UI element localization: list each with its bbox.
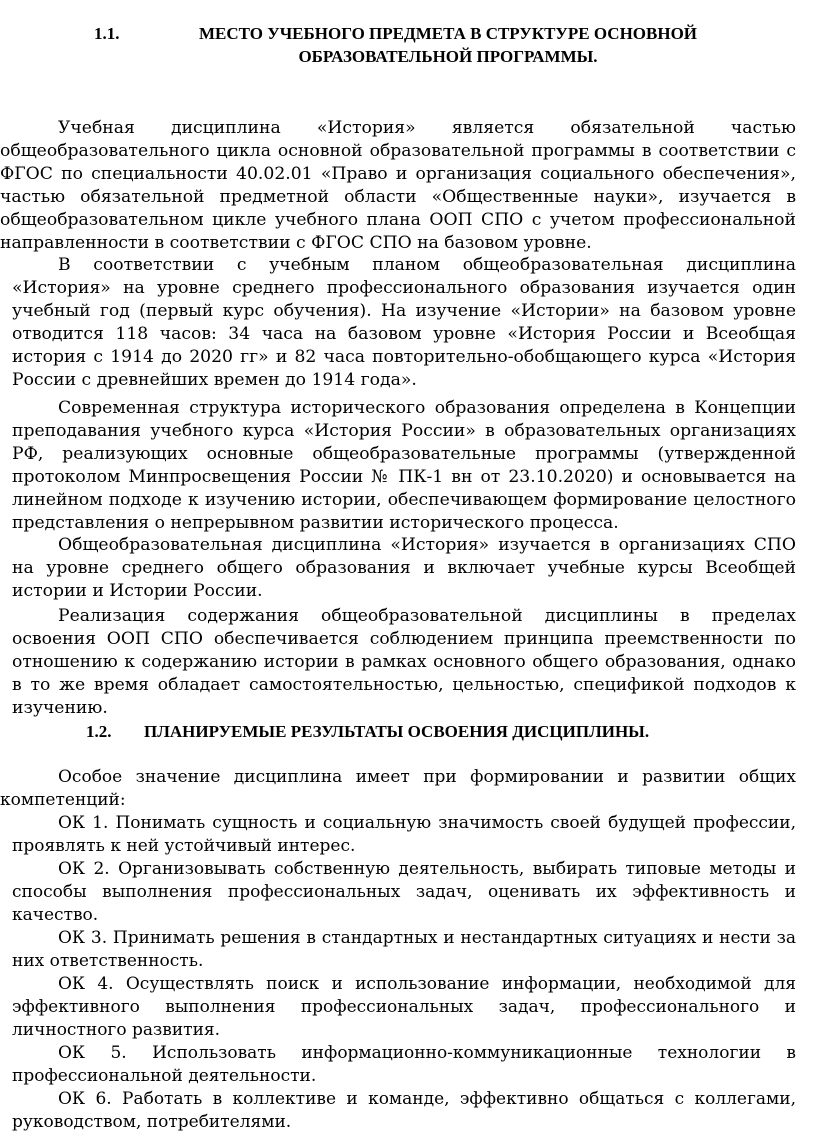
- competency-ok3: ОК 3. Принимать решения в стандартных и нестандартных ситуациях и нести за них ответственность.: [12, 928, 796, 971]
- competency-ok4: ОК 4. Осуществлять поиск и использование информации, необходимой для эффективного выполнения профессиональных задач, профессионального и личностного развития.: [12, 974, 796, 1040]
- competencies-intro: Особое значение дисциплина имеет при формировании и развитии общих компетенций:: [0, 767, 796, 810]
- section-1-title: МЕСТО УЧЕБНОГО ПРЕДМЕТА В СТРУКТУРЕ ОСНОВНОЙ ОБРАЗОВАТЕЛЬНОЙ ПРОГРАММЫ.: [198, 24, 698, 66]
- section-1-number: 1.1.: [94, 24, 120, 43]
- paragraph-3: Современная структура исторического образования определена в Концепции преподавания учебного курса «История России» в образовательных организациях РФ, реализующих основные общеобразовательные программы (утвержденной протоколом Минпросвещения России № ПК-1 вн от 23.10.2020) и основывается на линейном подходе к изучению истории, обеспечивающем формирование целостного представления о непрерывном развитии исторического процесса.: [12, 398, 796, 533]
- competency-ok5: ОК 5. Использовать информационно-коммуникационные технологии в профессиональной деятельности.: [12, 1043, 796, 1086]
- competency-ok1: ОК 1. Понимать сущность и социальную значимость своей будущей профессии, проявлять к ней устойчивый интерес.: [12, 813, 796, 856]
- section-2-number: 1.2.: [86, 722, 112, 741]
- paragraph-2: В соответствии с учебным планом общеобразовательная дисциплина «История» на уровне среднего профессионального образования изучается один учебный год (первый курс обучения). На изучение «Истории» на базовом уровне отводится 118 часов: 34 часа на базовом уровне «История России и Всеобщая история с 1914 до 2020 гг» и 82 часа повторительно-обобщающего курса «История России с древнейших времен до 1914 года».: [12, 255, 796, 390]
- paragraph-4: Общеобразовательная дисциплина «История» изучается в организациях СПО на уровне среднего общего образования и включает учебные курсы Всеобщей истории и Истории России.: [12, 535, 796, 601]
- paragraph-5: Реализация содержания общеобразовательной дисциплины в пределах освоения ООП СПО обеспечивается соблюдением принципа преемственности по отношению к содержанию истории в рамках основного общего образования, однако в то же время обладает самостоятельностью, цельностью, спецификой подходов к изучению.: [12, 606, 796, 718]
- competency-ok2: ОК 2. Организовывать собственную деятельность, выбирать типовые методы и способы выполнения профессиональных задач, оценивать их эффективность и качество.: [12, 859, 796, 925]
- section-2-title: ПЛАНИРУЕМЫЕ РЕЗУЛЬТАТЫ ОСВОЕНИЯ ДИСЦИПЛИНЫ.: [144, 722, 650, 741]
- competency-ok6: ОК 6. Работать в коллективе и команде, эффективно общаться с коллегами, руководством, потребителями.: [12, 1089, 796, 1132]
- paragraph-1: Учебная дисциплина «История» является обязательной частью общеобразовательного цикла основной образовательной программы в соответствии с ФГОС по специальности 40.02.01 «Право и организация социального обеспечения», частью обязательной предметной области «Общественные науки», изучается в общеобразовательном цикле учебного плана ООП СПО с учетом профессиональной направленности в соответствии с ФГОС СПО на базовом уровне.: [0, 118, 796, 253]
